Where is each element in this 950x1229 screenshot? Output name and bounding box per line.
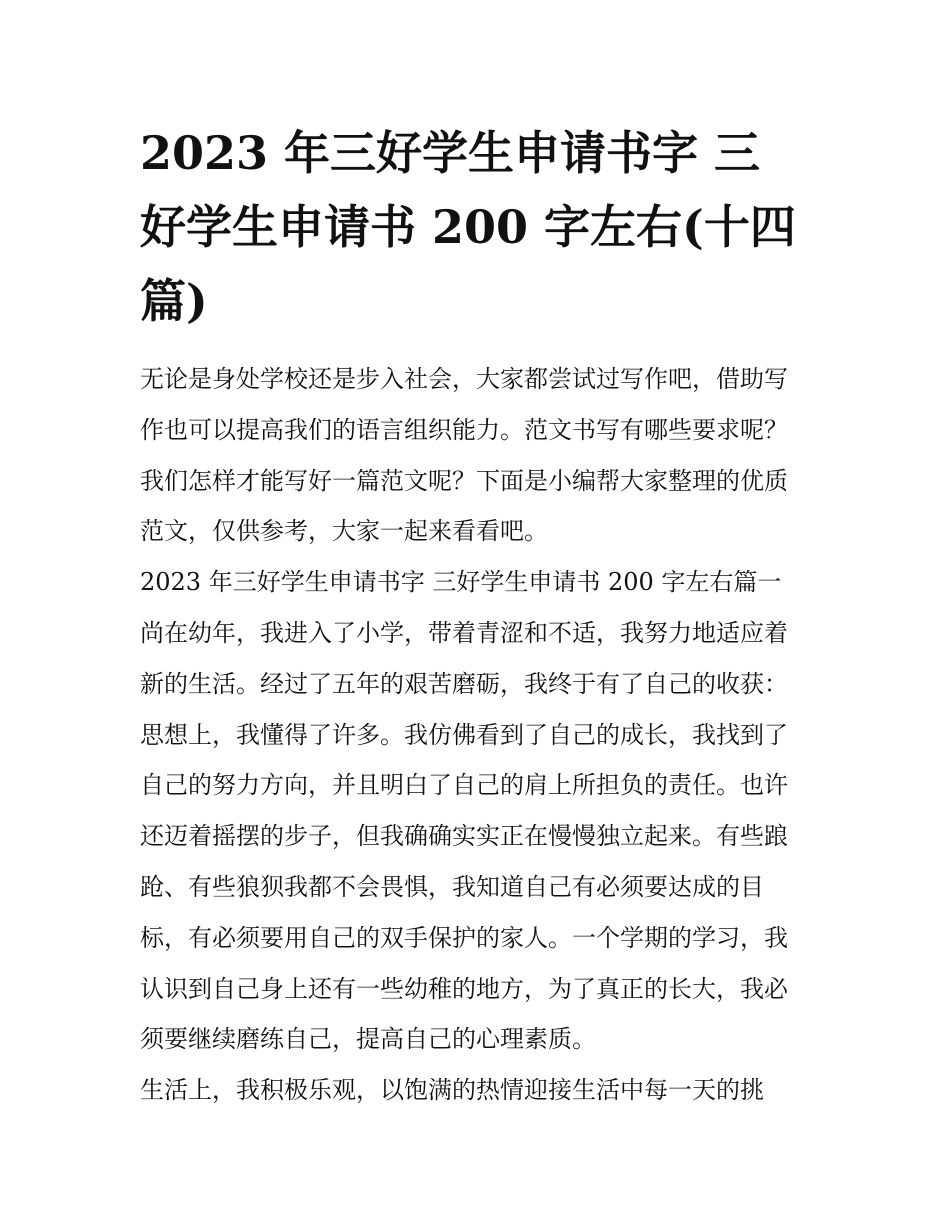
intro-paragraph-line: 范文，仅供参考，大家一起来看看吧。 — [140, 517, 548, 546]
intro-paragraph-line: 我们怎样才能写好一篇范文呢？下面是小编帮大家整理的优质 — [140, 466, 788, 495]
body-paragraph-line: 思想上，我懂得了许多。我仿佛看到了自己的成长，我找到了 — [140, 720, 788, 749]
title-line: 2023 年三好学生申请书字 三 — [140, 126, 761, 180]
body-paragraph-line: 标，有必须要用自己的双手保护的家人。一个学期的学习，我 — [140, 923, 788, 952]
body-paragraph-line: 跄、有些狼狈我都不会畏惧，我知道自己有必须要达成的目 — [140, 872, 764, 901]
body-paragraph-line: 还迈着摇摆的步子，但我确确实实正在慢慢独立起来。有些踉 — [140, 822, 788, 851]
body-paragraph-line: 尚在幼年，我进入了小学，带着青涩和不适，我努力地适应着 — [140, 618, 788, 647]
body-paragraph-line: 生活上，我积极乐观，以饱满的热情迎接生活中每一天的挑 — [140, 1076, 764, 1105]
intro-paragraph-line: 无论是身处学校还是步入社会，大家都尝试过写作吧，借助写 — [140, 365, 788, 393]
intro-paragraph-line: 作也可以提高我们的语言组织能力。范文书写有哪些要求呢？ — [140, 415, 788, 444]
body-paragraph-line: 新的生活。经过了五年的艰苦磨砺，我终于有了自己的收获： — [140, 669, 788, 698]
body-paragraph-line: 自己的努力方向，并且明白了自己的肩上所担负的责任。也许 — [140, 771, 788, 800]
title-line: 篇) — [140, 274, 208, 328]
document-body — [140, 354, 820, 1116]
body-paragraph-line: 认识到自己身上还有一些幼稚的地方，为了真正的长大，我必 — [140, 974, 788, 1003]
section-heading: 2023 年三好学生申请书字 三好学生申请书 200 字左右篇一 — [140, 568, 782, 597]
title-line: 好学生申请书 200 字左右(十四 — [140, 200, 796, 254]
body-paragraph-line: 须要继续磨练自己，提高自己的心理素质。 — [140, 1025, 596, 1054]
document-title — [140, 116, 820, 338]
